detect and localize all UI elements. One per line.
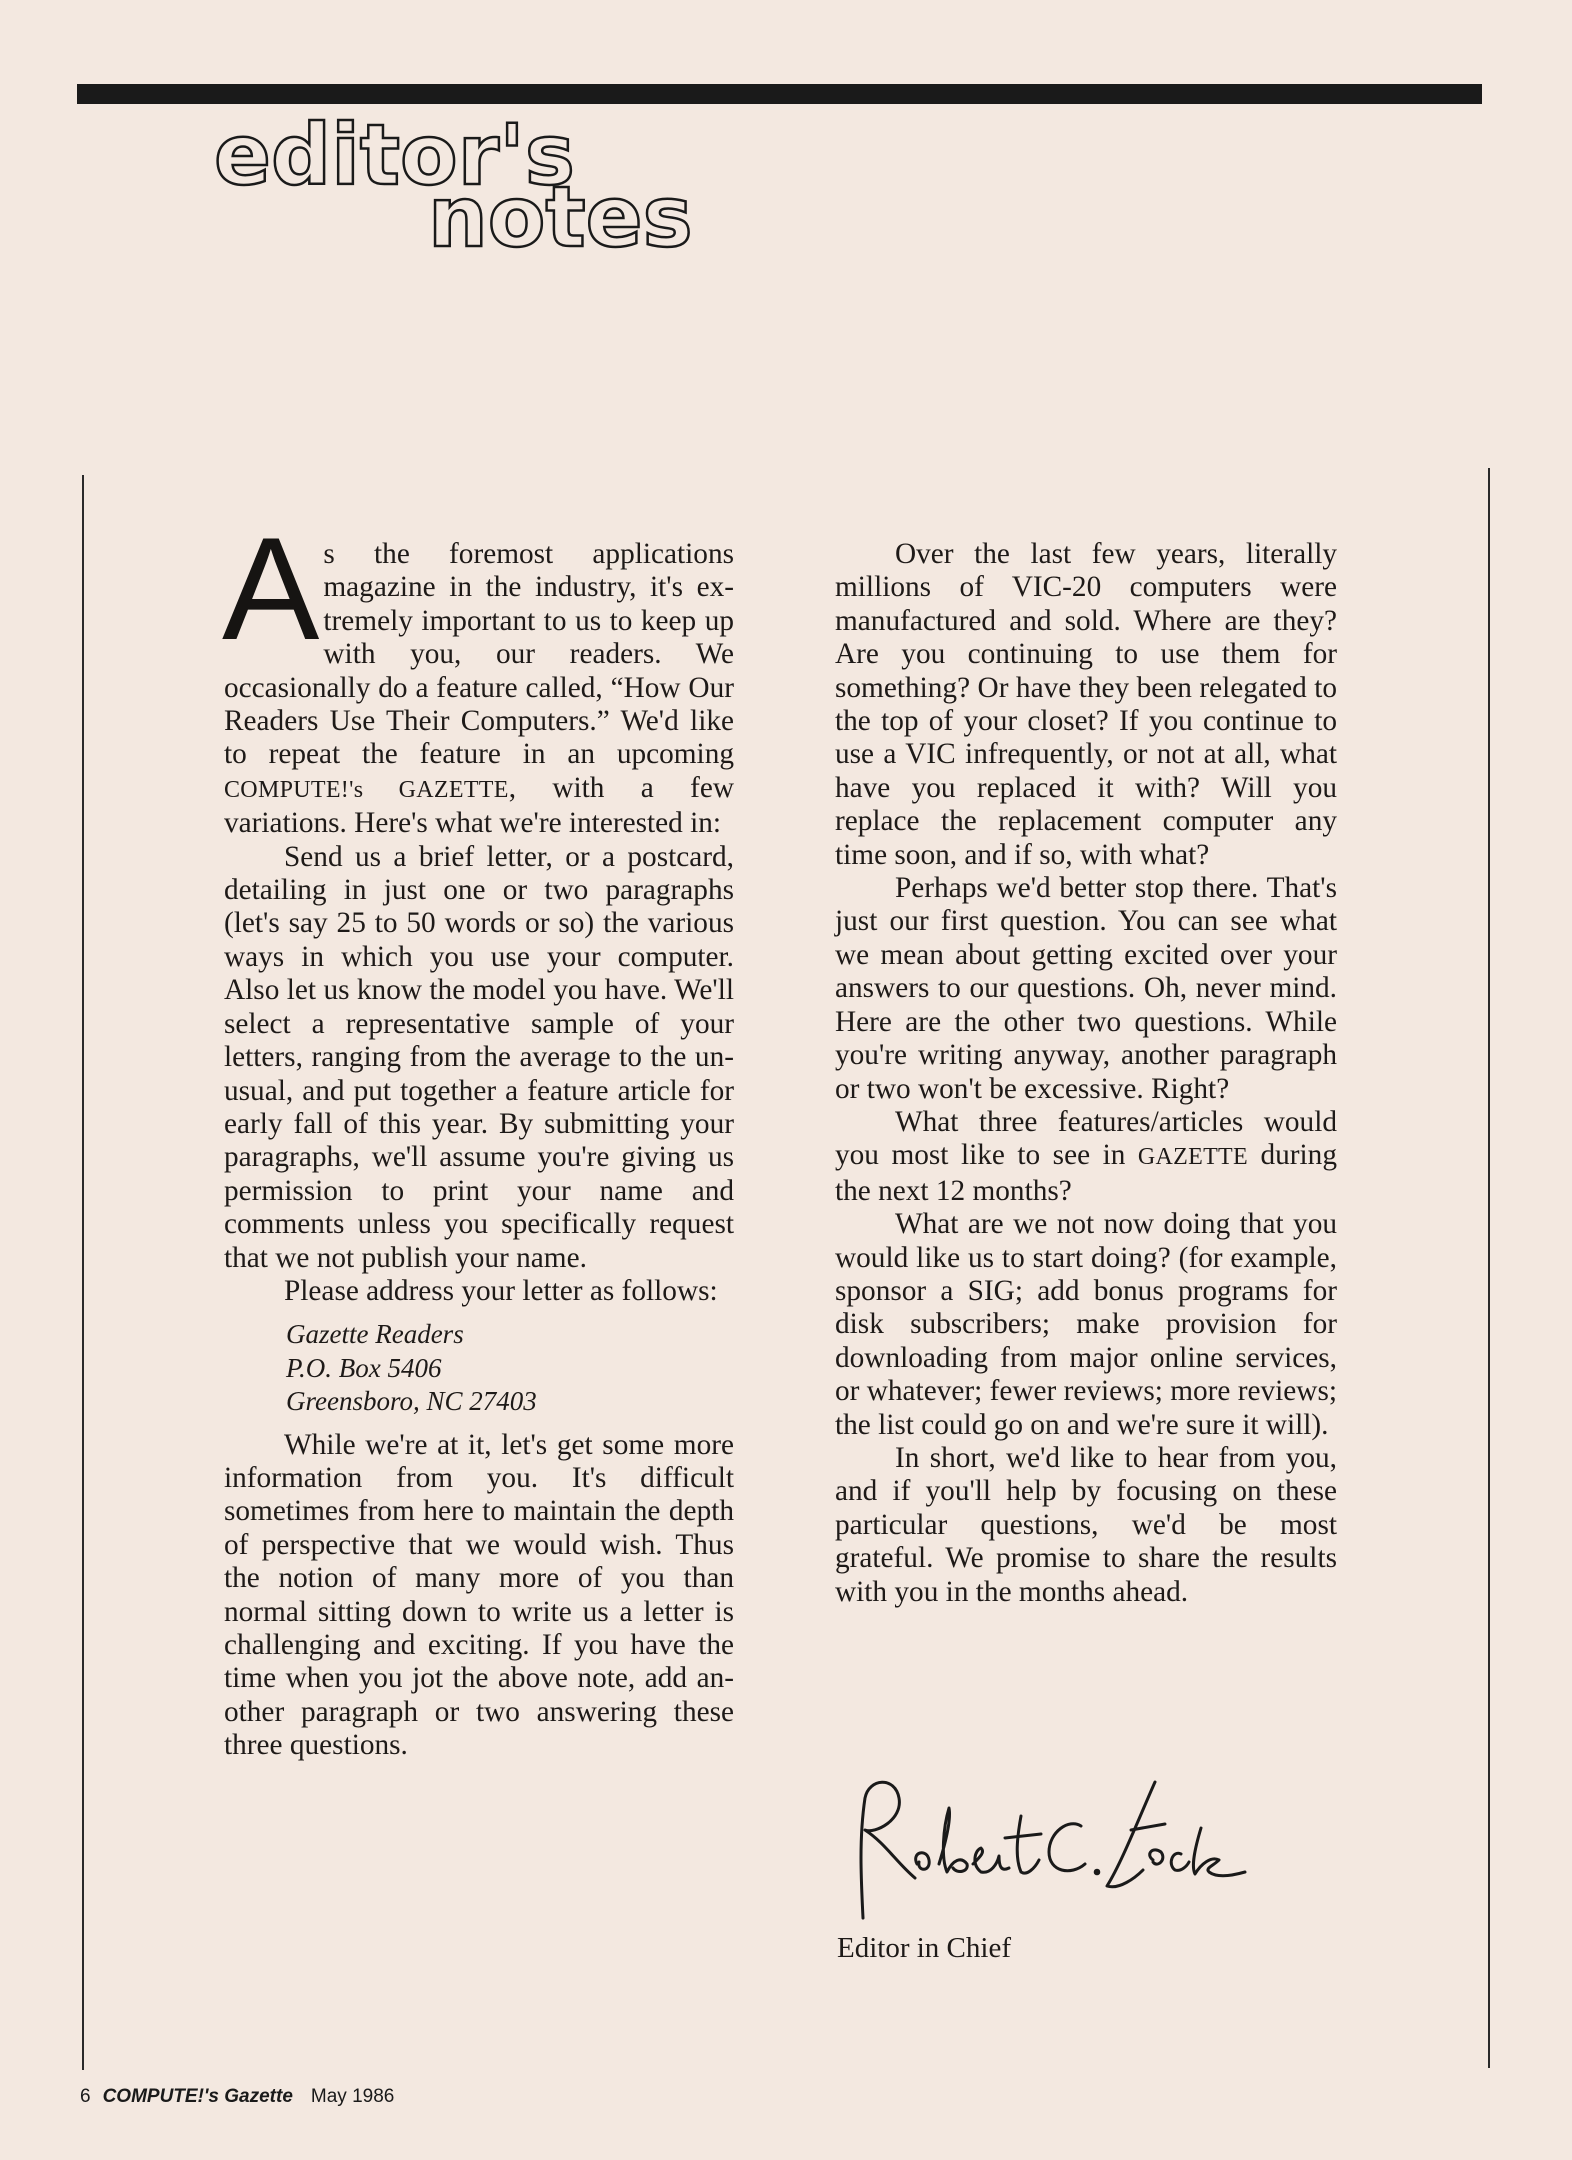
paragraph: In short, we'd like to hear from you, and if you'll help by focusing on these particular questions, we'd be most grateful. We promise to share the results with you in the months ahead.	[835, 1441, 1337, 1608]
paragraph-text: What three features/articles would you most like to see in	[835, 1105, 1337, 1172]
signature-title: Editor in Chief	[837, 1932, 1011, 1964]
paragraph-text: , with a few variations. Here's what we're interested in:	[224, 771, 734, 840]
address-line: Gazette Readers	[286, 1319, 464, 1350]
paragraph: Perhaps we'd better stop there. That's just our first question. You can see what we mean about getting excited over your answers to our questions. Oh, never mind. Here are the other two questions. While you're writing anyway, another paragraph or two won't be excessive. Right?	[835, 872, 1337, 1105]
issue-date: May 1986	[310, 2086, 395, 2107]
right-column-rule	[1488, 468, 1490, 2068]
paragraph: Please address your letter as follows:	[284, 1274, 718, 1307]
magazine-name: COMPUTE!'s GAZETTE	[224, 776, 509, 803]
masthead-logo	[210, 84, 693, 266]
masthead-line2: notes	[428, 168, 693, 266]
page-footer	[80, 2086, 394, 2108]
paragraph: While we're at it, let's get some more information from you. It's difficult sometimes from here to maintain the depth of perspective that we would wish. Thus the notion of many more of you than normal sitting down to write us a letter is challenging and exciting. If you have the time when you jot the above note, add another paragraph or two answering these three questions.	[224, 1428, 734, 1762]
paragraph-text: during the next 12 months?	[835, 1139, 1337, 1207]
left-column	[222, 507, 734, 1763]
publication-name: COMPUTE!'s Gazette	[102, 2086, 293, 2107]
paragraph	[835, 1106, 1337, 1208]
right-column	[835, 538, 1337, 1609]
signature-drawing	[835, 1768, 1255, 1928]
masthead	[210, 84, 693, 266]
address-line: Greensboro, NC 27403	[286, 1386, 537, 1417]
paragraph: What are we not now doing that you would like us to start doing? (for example, sponsor a SIG; add bonus programs for disk subscribers; make provision for downloading from major online services, or whatever; fewer reviews; more reviews; the list could go on and we're sure it will).	[835, 1208, 1337, 1441]
masthead-line1: editor's	[214, 106, 575, 204]
drop-cap: A	[222, 507, 320, 670]
paragraph: Over the last few years, literally millions of VIC-20 computers were manufactured and sold. Where are they? Are you continuing to use them for something? Or have they been relegated to the top of your closet? If you continue to use a VIC infrequently, or not at all, what have you replaced it with? Will you replace the replacement computer any time soon, and if so, with what?	[835, 538, 1337, 871]
mailing-address	[286, 1318, 734, 1418]
page-number: 6	[80, 2086, 91, 2107]
paragraph: Send us a brief letter, or a postcard, detailing in just one or two paragraphs (let's say 25 to 50 words or so) the various ways in which you use your computer. Also let us know the model you have. We'll select a representative sample of your letters, ranging from the average to the unusual, and put together a feature article for early fall of this year. By submitting your paragraphs, we'll assume you're giving us permission to print your name and comments unless you specifically request that we not publish your name.	[224, 840, 734, 1274]
magazine-name: GAZETTE	[1137, 1144, 1248, 1171]
paragraph-text: s the foremost applications magazine in the industry, it's extremely important to us to keep up with you, our readers. We occasionally do a feature called, “How Our Readers Use Their Computers.” We'd like to repeat the feature in an upcoming	[224, 538, 734, 771]
left-column-rule	[82, 475, 84, 2070]
address-line: P.O. Box 5406	[286, 1352, 442, 1383]
signature	[835, 1768, 1255, 1928]
paragraph	[222, 507, 734, 841]
